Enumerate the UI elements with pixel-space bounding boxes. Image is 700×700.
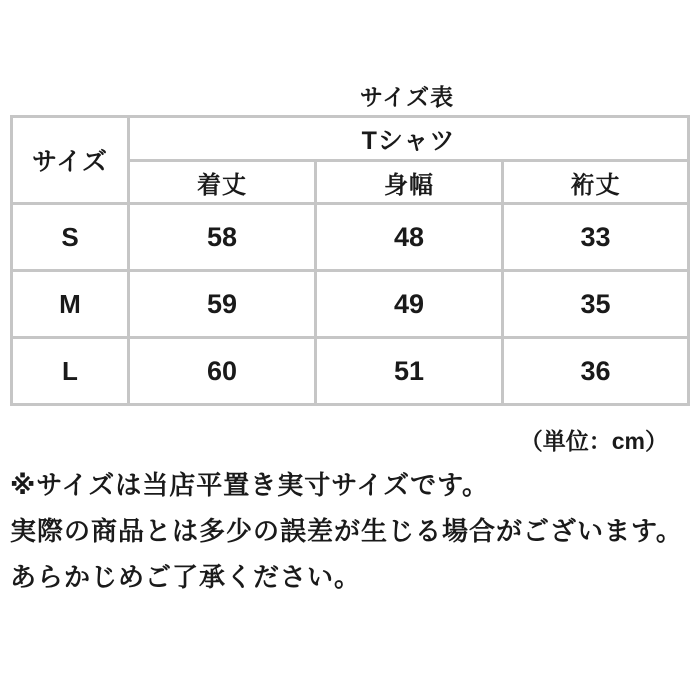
note-line-measurement-method: ※サイズは当店平置き実寸サイズです。 bbox=[10, 470, 490, 500]
table-row-size-m bbox=[12, 271, 689, 338]
column-header-sleeve-length: 裄丈 bbox=[503, 161, 689, 204]
cell-body-length: 59 bbox=[129, 271, 316, 338]
table-header-row-group bbox=[12, 117, 689, 161]
cell-body-width: 49 bbox=[316, 271, 503, 338]
size-label: M bbox=[12, 271, 129, 338]
column-header-body-width: 身幅 bbox=[316, 161, 503, 204]
size-column-header: サイズ bbox=[12, 117, 129, 204]
cell-sleeve-length: 33 bbox=[503, 204, 689, 271]
note-line-tolerance: 実際の商品とは多少の誤差が生じる場合がございます。 bbox=[10, 516, 683, 546]
table-row-size-l bbox=[12, 338, 689, 405]
cell-body-length: 58 bbox=[129, 204, 316, 271]
cell-body-width: 51 bbox=[316, 338, 503, 405]
product-group-header: Tシャツ bbox=[129, 117, 689, 161]
disclaimer-notes bbox=[10, 462, 700, 600]
note-line-acknowledgement: あらかじめご了承ください。 bbox=[10, 562, 362, 592]
cell-sleeve-length: 36 bbox=[503, 338, 689, 405]
table-row-size-s bbox=[12, 204, 689, 271]
column-header-body-length: 着丈 bbox=[129, 161, 316, 204]
page-title: サイズ表 bbox=[359, 84, 455, 110]
cell-body-length: 60 bbox=[129, 338, 316, 405]
unit-note: （単位：cm） bbox=[519, 428, 668, 454]
cell-body-width: 48 bbox=[316, 204, 503, 271]
size-table bbox=[10, 115, 690, 406]
size-label: L bbox=[12, 338, 129, 405]
cell-sleeve-length: 35 bbox=[503, 271, 689, 338]
size-label: S bbox=[12, 204, 129, 271]
